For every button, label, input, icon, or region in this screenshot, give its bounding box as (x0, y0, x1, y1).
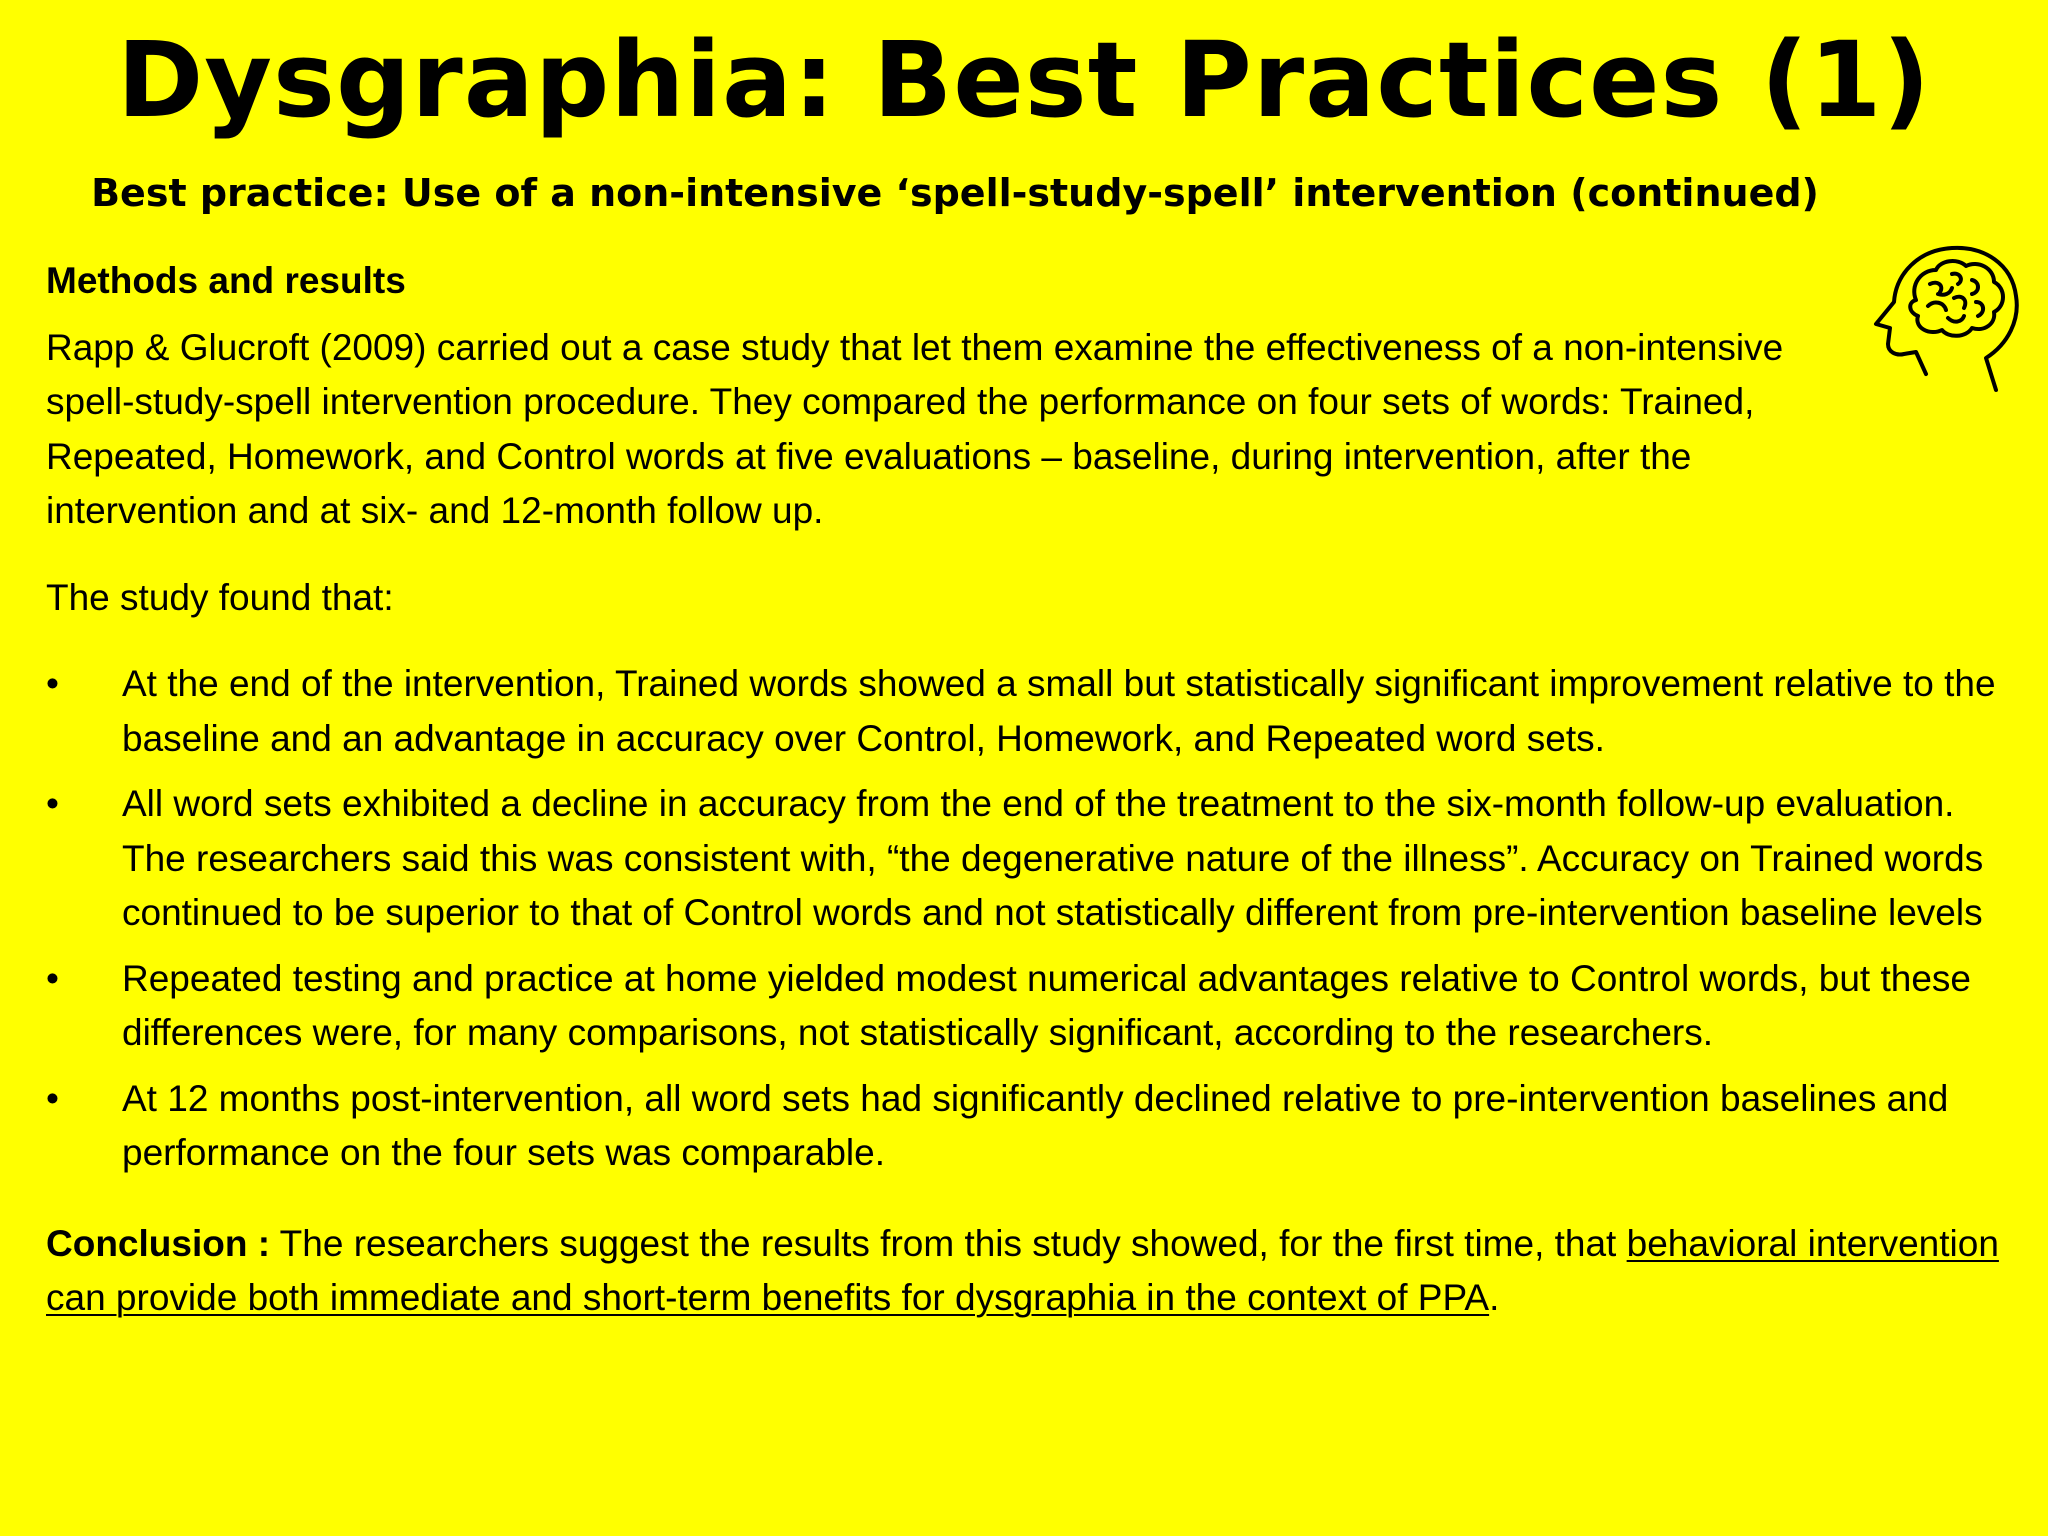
finding-text: At 12 months post-intervention, all word sets had significantly declined relative to pre-intervention baselines and performance on the four sets was comparable. (122, 1077, 1949, 1173)
conclusion-end: . (1489, 1277, 1500, 1318)
bullet-marker: • (46, 783, 59, 824)
findings-lead: The study found that: (46, 576, 394, 618)
finding-text: At the end of the intervention, Trained words showed a small but statistically significant improvement relative to the baseline and an advantage in accuracy over Control, Homework, and Repeated word sets. (122, 663, 1996, 759)
conclusion-paragraph (46, 1217, 2014, 1326)
findings-list (46, 657, 2014, 1181)
finding-item (46, 952, 2014, 1061)
finding-text: All word sets exhibited a decline in accuracy from the end of the treatment to the six-month follow-up evaluation. The researchers said this was consistent with, “the degenerative nature of the illness”. Accuracy on Trained words continued to be superior to that of Control words and not statistically different from pre-intervention baseline levels (122, 783, 1984, 933)
finding-item (46, 1072, 2014, 1181)
finding-item (46, 777, 2014, 941)
finding-text: Repeated testing and practice at home yielded modest numerical advantages relative to Control words, but these differences were, for many comparisons, not statistically significant, according to the researchers. (122, 957, 1972, 1053)
slide-subtitle: Best practice: Use of a non-intensive ‘spell-study-spell’ intervention (continued) (91, 171, 1819, 215)
conclusion-text: The researchers suggest the results from this study showed, for the first time, that (270, 1222, 1627, 1264)
slide-content (46, 254, 2014, 1326)
bullet-marker: • (46, 663, 59, 704)
slide-title: Dysgraphia: Best Practices (1) (116, 19, 1932, 141)
bullet-marker: • (46, 957, 59, 999)
methods-heading: Methods and results (46, 260, 406, 301)
bullet-marker: • (46, 1077, 59, 1119)
finding-item (46, 657, 2014, 766)
conclusion-label: Conclusion : (46, 1222, 271, 1264)
methods-paragraph: Rapp & Glucroft (2009) carried out a case study that let them examine the effectiveness of a non-intensive spell-study-spell intervention procedure. They compared the performance on four sets of words: Trained, Repeated, Homework, and Control words at five evaluations – baseline, during intervention, after the intervention and at six- and 12-month follow up. (46, 326, 1784, 531)
conclusion-underlined-text: behavioral intervention can provide both immediate and short-term benefits for dysgraphia in the context of PPA (46, 1222, 1999, 1318)
